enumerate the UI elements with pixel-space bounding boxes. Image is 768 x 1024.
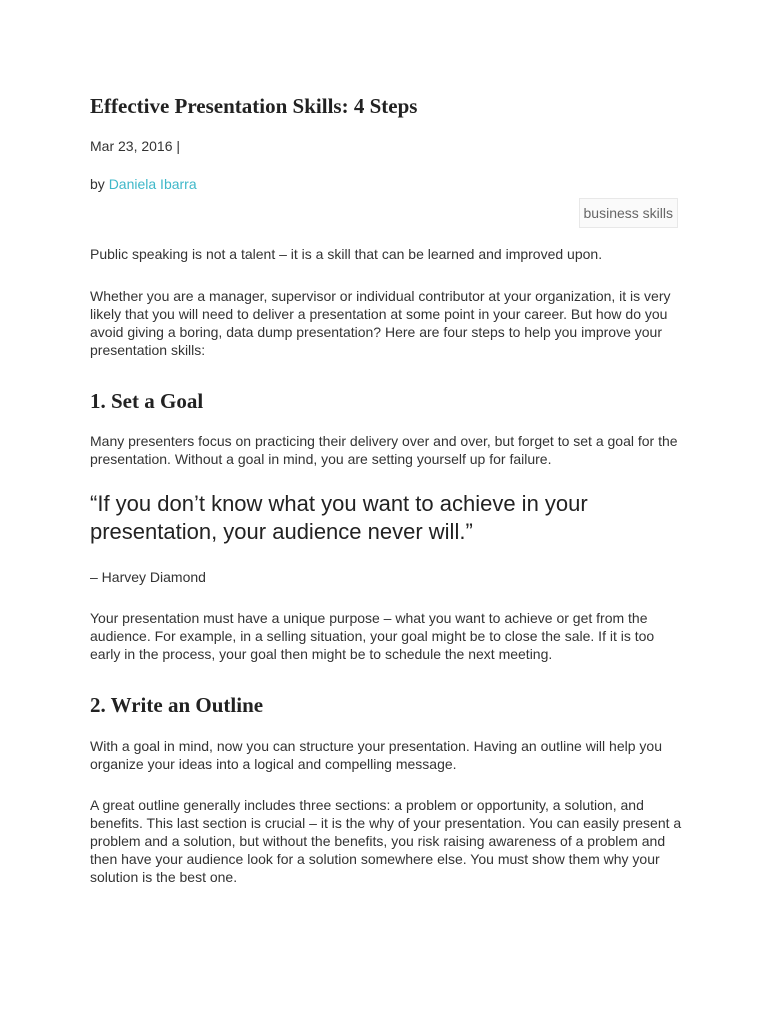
intro-paragraph-2: Whether you are a manager, supervisor or individual contributor at your organization, it is very likely that you will need to deliver a presentation at some point in your career. But how do you avoid giving a boring, data dump presentation? Here are four steps to help you improve your presentation skills: xyxy=(90,288,671,358)
pull-quote: “If you don’t know what you want to achieve in your presentation, your audience never will.” xyxy=(90,491,588,544)
article-date: Mar 23, 2016 | xyxy=(90,138,181,154)
article-title: Effective Presentation Skills: 4 Steps xyxy=(90,94,418,118)
section-heading-write-outline: 2. Write an Outline xyxy=(90,693,264,717)
intro-paragraph: Public speaking is not a talent – it is a skill that can be learned and improved upon. xyxy=(90,246,603,262)
section-paragraph: A great outline generally includes three sections: a problem or opportunity, a solution, and benefits. This last section is crucial – it is the why of your presentation. You can easily present a problem and a solution, but without the benefits, you risk raising awareness of a problem and then have your audience look for a solution somewhere else. You must show them why your solution is the best one. xyxy=(90,797,682,885)
section-paragraph: With a goal in mind, now you can structure your presentation. Having an outline will help you organize your ideas into a logical and compelling message. xyxy=(90,738,662,772)
author-link[interactable]: Daniela Ibarra xyxy=(108,176,197,192)
section-paragraph: Your presentation must have a unique purpose – what you want to achieve or get from the audience. For example, in a selling situation, your goal might be to close the sale. If it is too early in the process, your goal then might be to schedule the next meeting. xyxy=(90,610,655,662)
article-byline xyxy=(90,176,197,192)
quote-attribution: – Harvey Diamond xyxy=(90,569,206,585)
section-paragraph: Many presenters focus on practicing their delivery over and over, but forget to set a goal for the presentation. Without a goal in mind, you are setting yourself up for failure. xyxy=(90,433,678,467)
category-tag[interactable]: business skills xyxy=(579,198,678,228)
section-heading-set-goal: 1. Set a Goal xyxy=(90,389,204,413)
byline-prefix: by xyxy=(90,176,109,192)
